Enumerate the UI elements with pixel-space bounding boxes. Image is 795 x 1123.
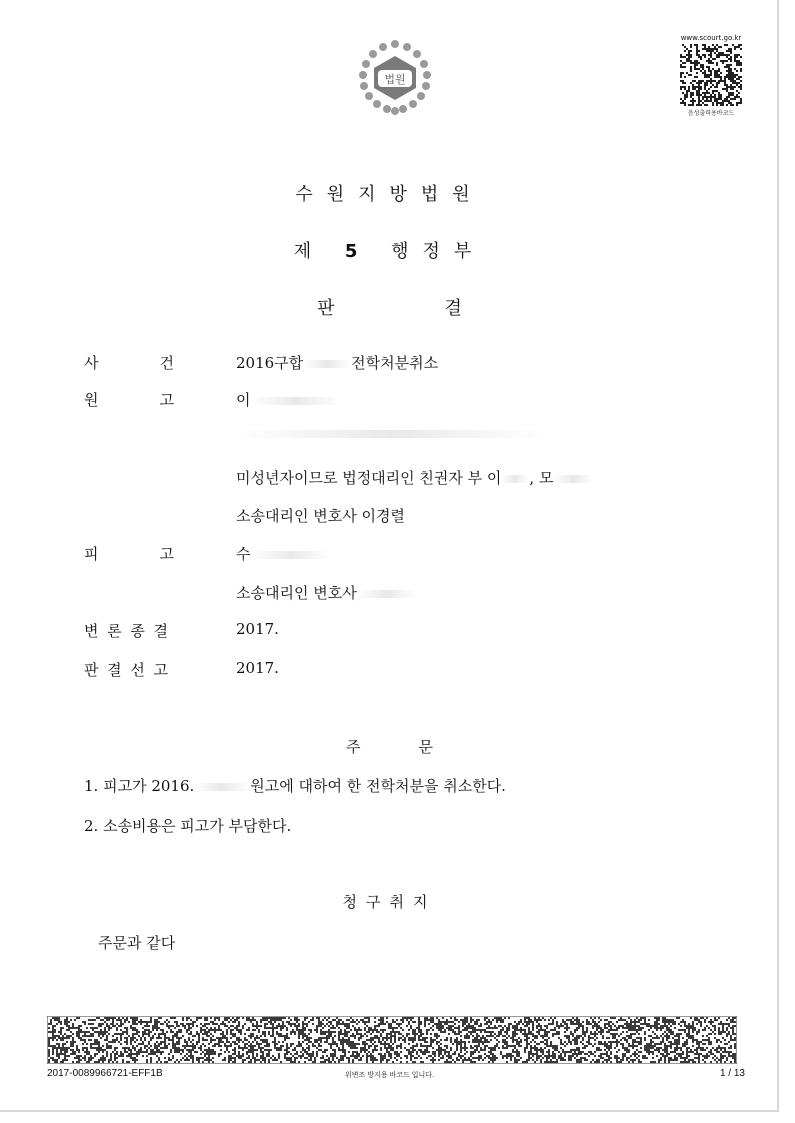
order-item-2: 2. 소송비용은 피고가 부담한다. bbox=[84, 817, 292, 835]
guardian-text: 미성년자이므로 법정대리인 친권자 부 이 bbox=[236, 469, 502, 487]
defendant-label: 피 고 bbox=[84, 545, 174, 563]
division-title: 제 5 행정부 bbox=[293, 241, 486, 262]
closing-label: 변 론 종 결 bbox=[84, 622, 168, 640]
qr-code-icon bbox=[680, 44, 742, 106]
plaintiff-address-redacted bbox=[236, 424, 546, 442]
barcode-notice: 위변조 방지용 바코드 입니다. bbox=[345, 1072, 434, 1079]
qr-url: www.scourt.go.kr bbox=[680, 34, 742, 42]
defendant-name: 수 bbox=[236, 545, 251, 563]
defendant-attorney: 소송대리인 변호사 bbox=[236, 584, 357, 602]
order-title: 주 문 bbox=[346, 738, 433, 756]
case-label: 사 건 bbox=[84, 354, 174, 372]
sentence-date: 2017. bbox=[236, 659, 279, 677]
court-emblem-icon bbox=[350, 38, 440, 116]
claim-title: 청구취지 bbox=[342, 893, 437, 911]
plaintiff-attorney: 소송대리인 변호사 이경렬 bbox=[236, 507, 405, 525]
order-item-1: 1. 피고가 2016. 원고에 대하여 한 전학처분을 취소한다. bbox=[84, 777, 506, 795]
plaintiff-label: 원 고 bbox=[84, 391, 174, 409]
closing-date: 2017. bbox=[236, 620, 279, 638]
qr-block bbox=[680, 34, 742, 117]
division-number: 5 bbox=[344, 241, 372, 262]
case-name: 전학처분취소 bbox=[351, 354, 439, 372]
court-title: 수원지방법원 bbox=[295, 184, 484, 205]
judgment-title: 판 결 bbox=[317, 298, 462, 319]
plaintiff-name: 이 bbox=[236, 391, 251, 409]
case-number: 2016구합 bbox=[236, 354, 304, 372]
anti-forgery-barcode-icon bbox=[47, 1016, 737, 1064]
emblem-text: 법원 bbox=[384, 73, 406, 86]
sentence-label: 판 결 선 고 bbox=[84, 661, 168, 679]
document-id: 2017-0089966721-EFF1B bbox=[47, 1068, 163, 1079]
claim-text: 주문과 같다 bbox=[98, 934, 176, 952]
page-number: 1 / 13 bbox=[719, 1068, 745, 1079]
qr-caption: 음성출력용바코드 bbox=[687, 110, 735, 117]
